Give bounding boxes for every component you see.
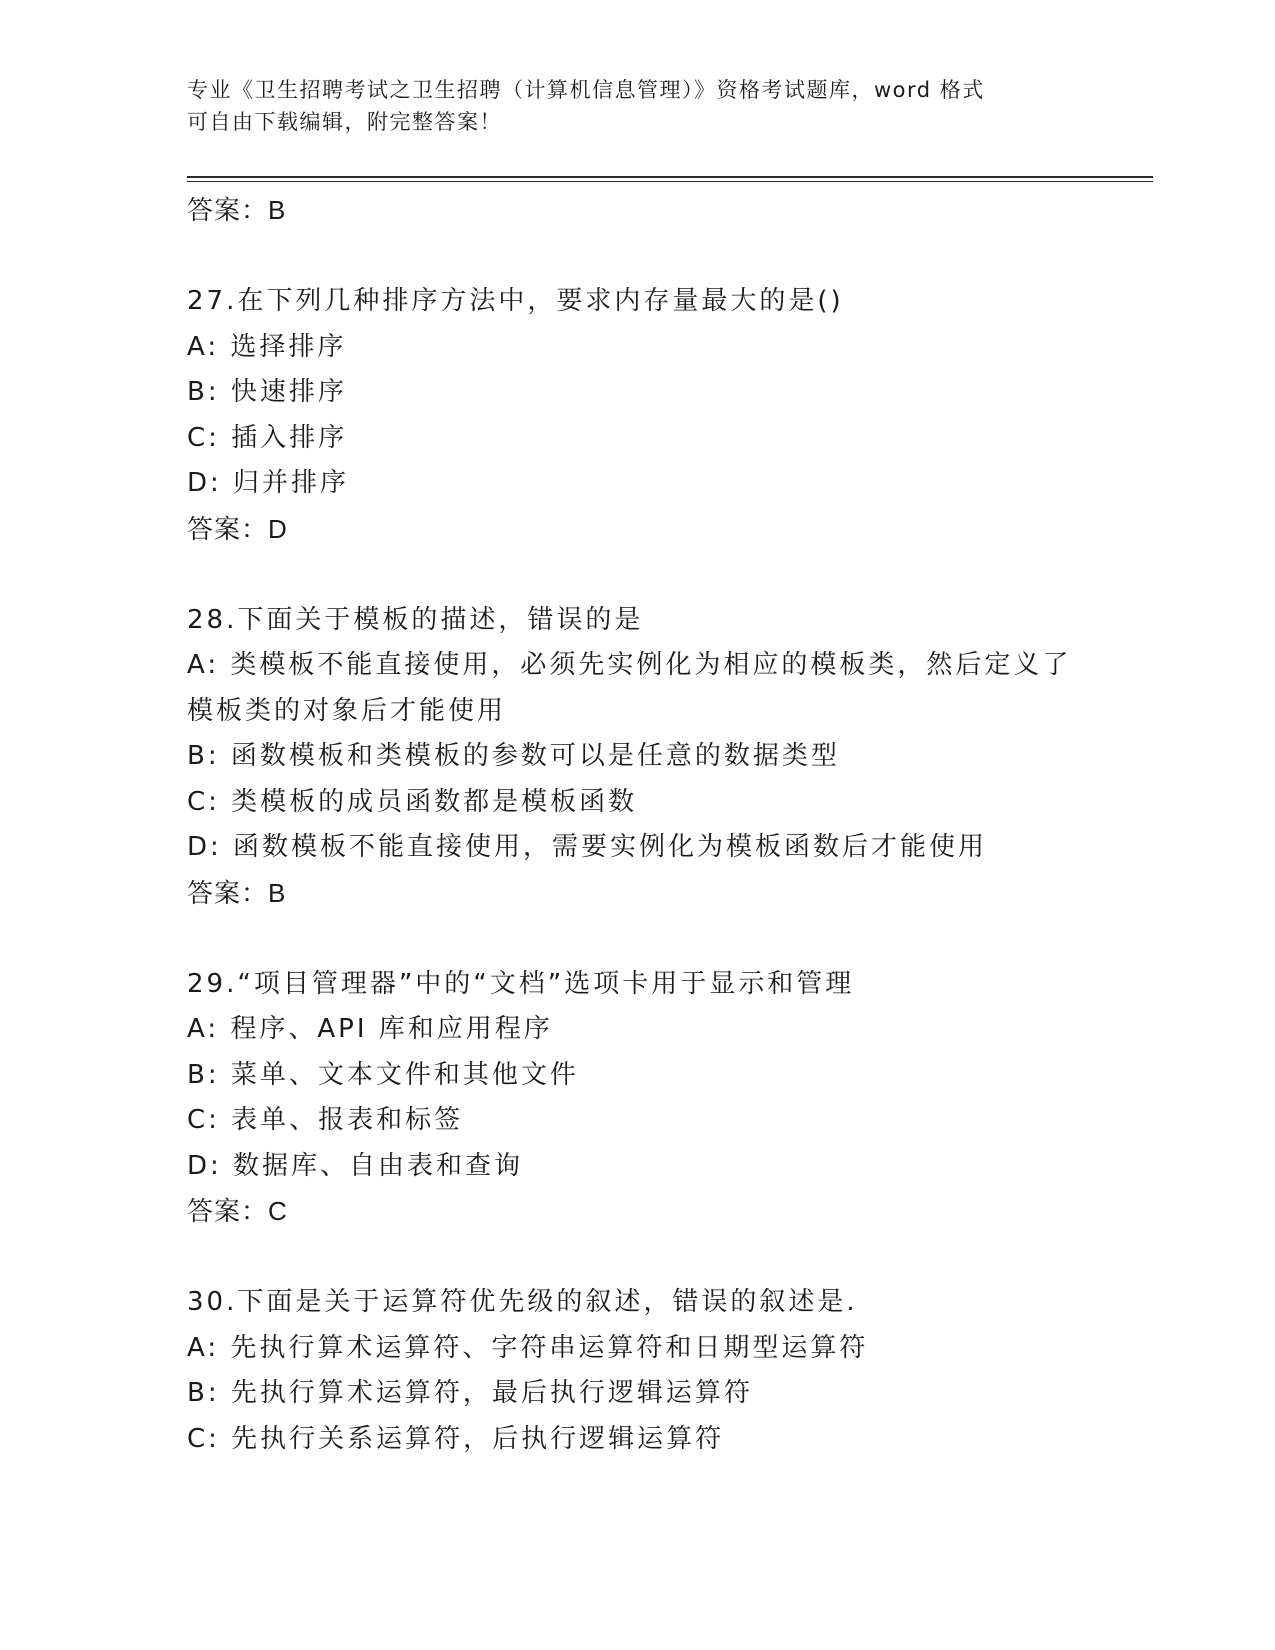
option-a: A: 程序、API 库和应用程序 bbox=[187, 1014, 553, 1044]
question-list bbox=[187, 188, 1087, 1462]
spacer bbox=[187, 1235, 1087, 1281]
option-d: D: 数据库、自由表和查询 bbox=[187, 1150, 524, 1181]
spacer bbox=[187, 234, 1087, 280]
option-b: B: 先执行算术运算符，最后执行逻辑运算符 bbox=[187, 1378, 753, 1408]
question-28 bbox=[187, 598, 1087, 917]
option-b: B: 快速排序 bbox=[187, 377, 347, 407]
option-a: A: 类模板不能直接使用，必须先实例化为相应的模板类，然后定义了 bbox=[187, 650, 1072, 680]
option-a: A: 先执行算术运算符、字符串运算符和日期型运算符 bbox=[187, 1332, 869, 1363]
header-title-line-2: 可自由下载编辑，附完整答案！ bbox=[187, 110, 502, 134]
question-stem: 27.在下列几种排序方法中，要求内存量最大的是() bbox=[187, 286, 844, 316]
option-c: C: 类模板的成员函数都是模板函数 bbox=[187, 786, 638, 817]
answer-line: 答案：B bbox=[187, 195, 287, 225]
page-header bbox=[187, 74, 1067, 138]
answer-line: 答案：D bbox=[187, 513, 288, 544]
option-b: B: 函数模板和类模板的参数可以是任意的数据类型 bbox=[187, 741, 840, 771]
question-stem: 29.“项目管理器”中的“文档”选项卡用于显示和管理 bbox=[187, 968, 855, 999]
header-divider bbox=[187, 176, 1153, 182]
answer-line: 答案：B bbox=[187, 877, 287, 908]
spacer bbox=[187, 916, 1087, 962]
option-a-continued: 模板类的对象后才能使用 bbox=[187, 695, 507, 726]
option-c: C: 先执行关系运算符，后执行逻辑运算符 bbox=[187, 1423, 725, 1454]
option-b: B: 菜单、文本文件和其他文件 bbox=[187, 1059, 579, 1090]
question-27 bbox=[187, 279, 1087, 552]
option-c: C: 表单、报表和标签 bbox=[187, 1105, 464, 1135]
question-30 bbox=[187, 1280, 1087, 1462]
option-c: C: 插入排序 bbox=[187, 422, 348, 453]
option-d: D: 函数模板不能直接使用，需要实例化为模板函数后才能使用 bbox=[187, 832, 988, 862]
question-29 bbox=[187, 962, 1087, 1235]
option-d: D: 归并排序 bbox=[187, 468, 350, 498]
option-a: A: 选择排序 bbox=[187, 331, 347, 362]
spacer bbox=[187, 552, 1087, 598]
answer-line: 答案：C bbox=[187, 1196, 288, 1226]
question-stem: 30.下面是关于运算符优先级的叙述，错误的叙述是. bbox=[187, 1287, 858, 1317]
question-stem: 28.下面关于模板的描述，错误的是 bbox=[187, 604, 644, 635]
header-title-line-1: 专业《卫生招聘考试之卫生招聘（计算机信息管理）》资格考试题库，word 格式 bbox=[187, 78, 985, 102]
